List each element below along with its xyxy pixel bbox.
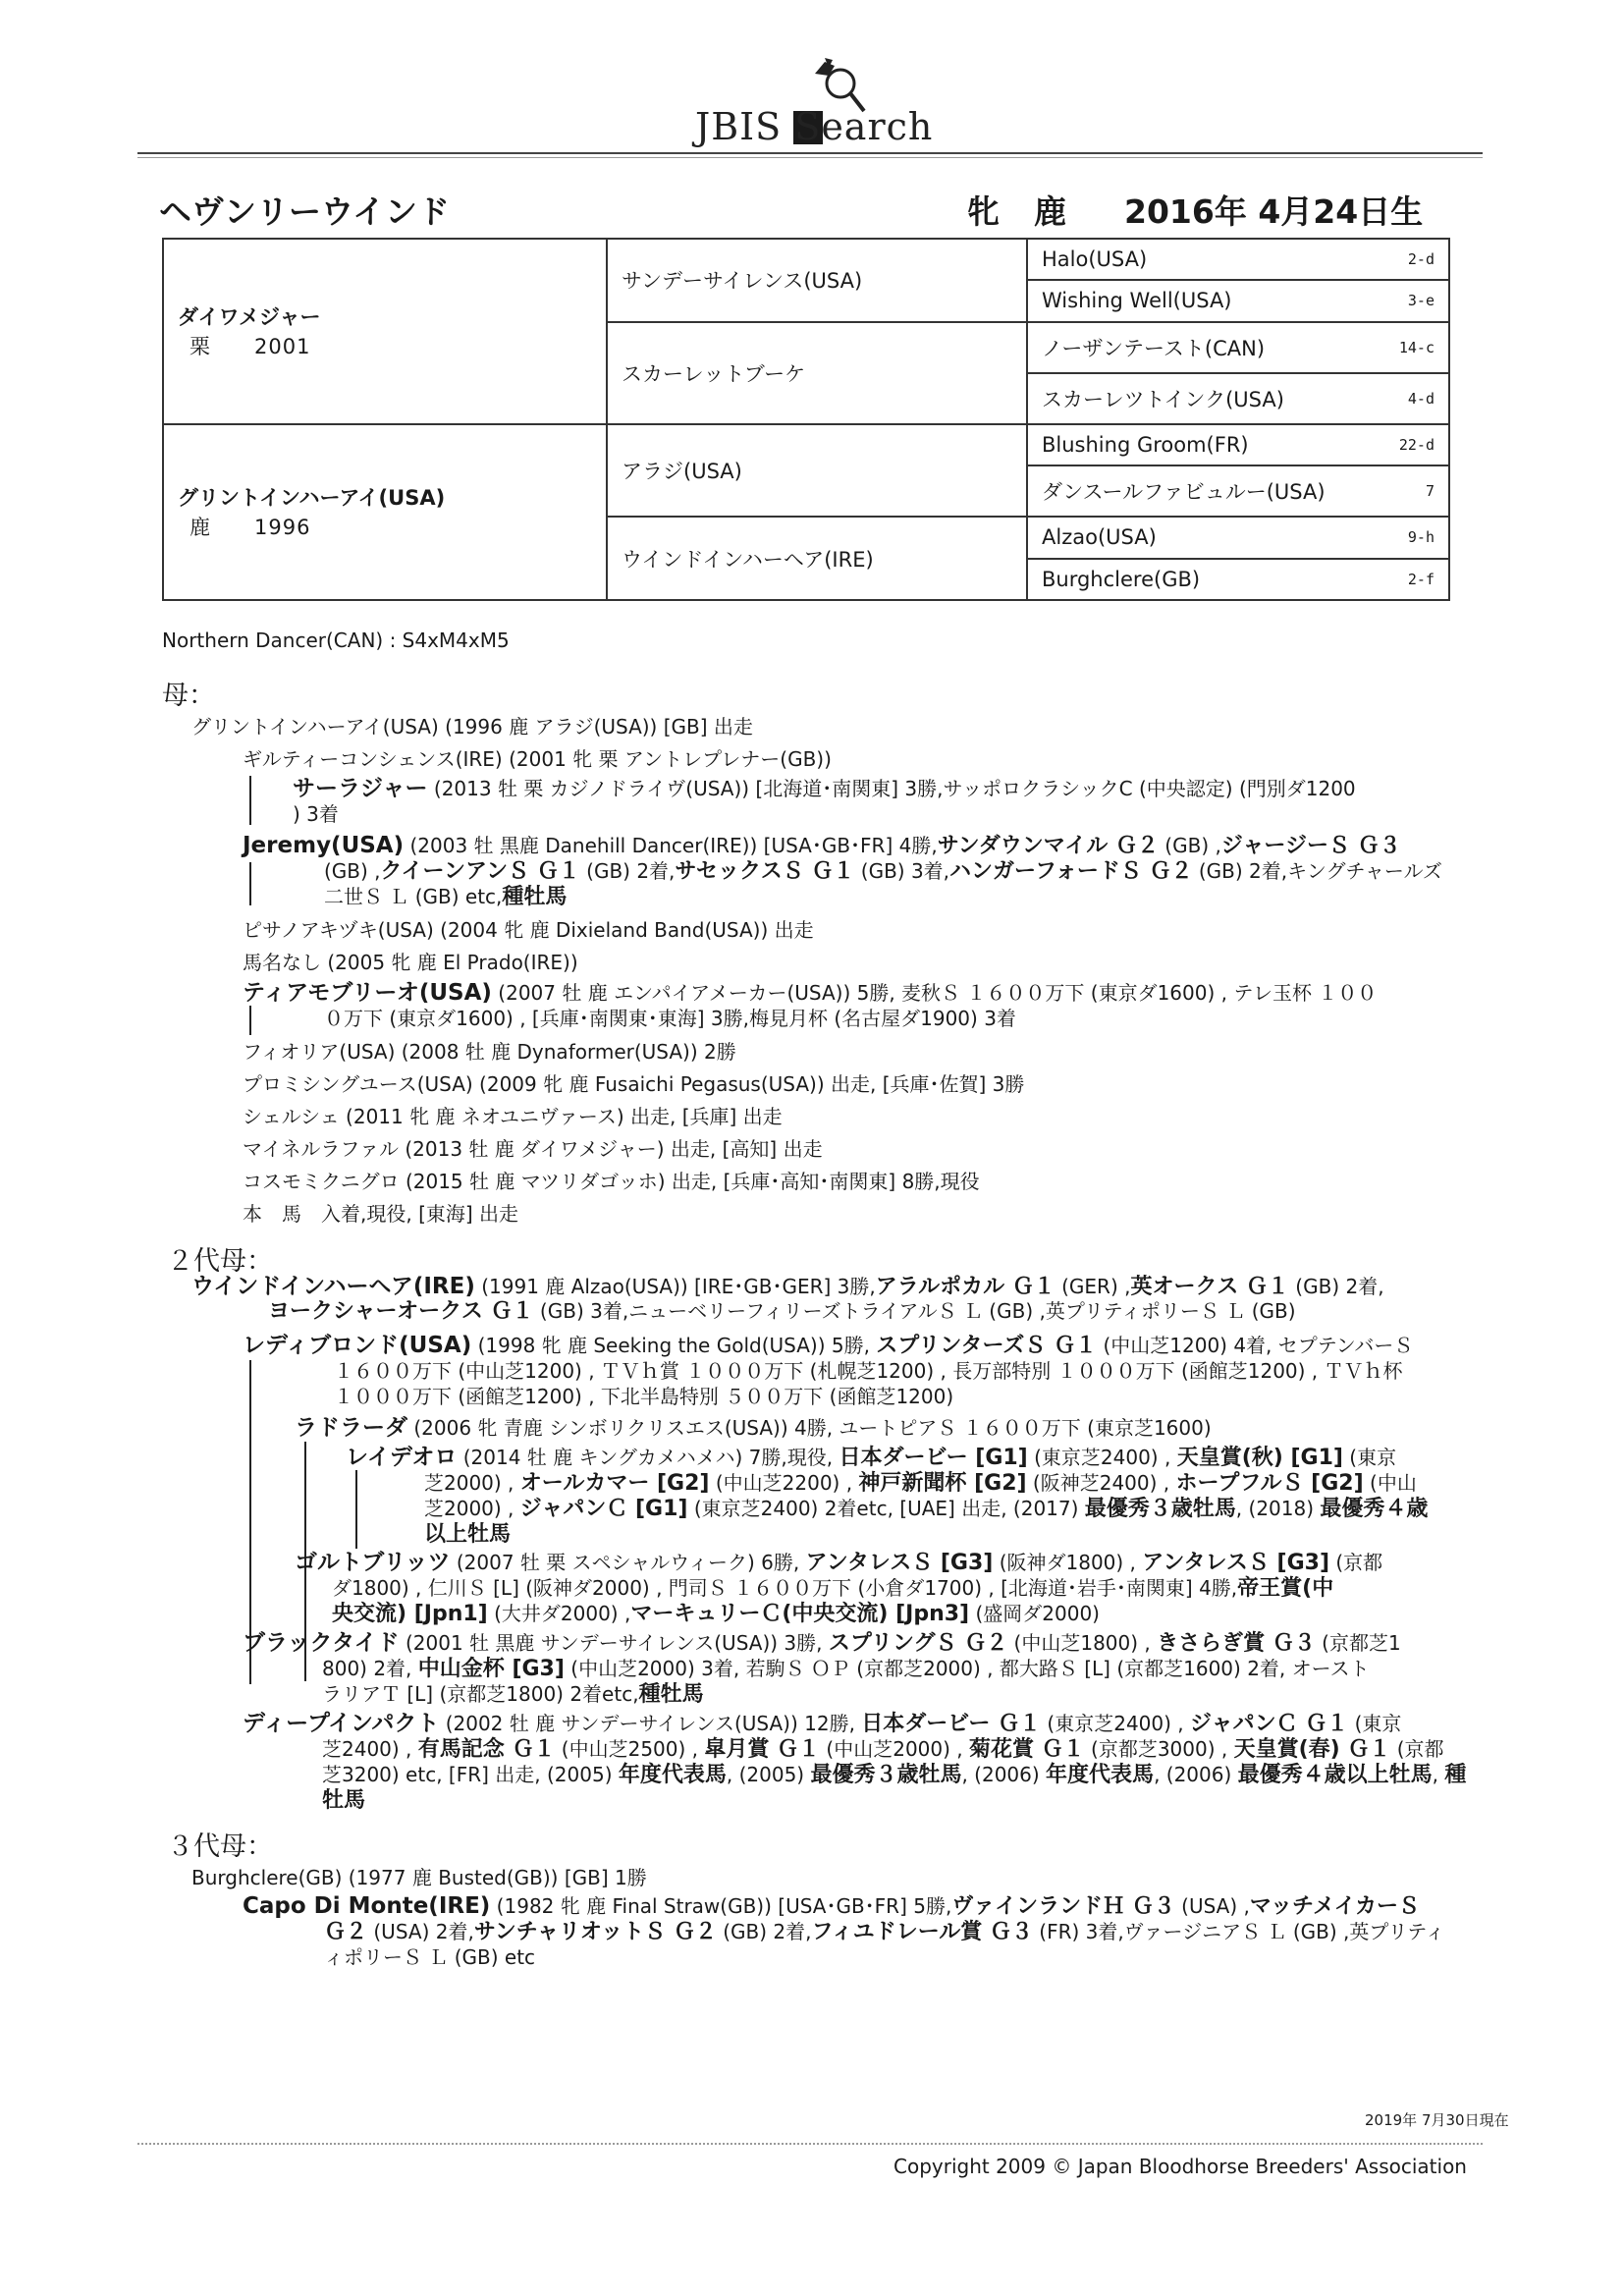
offspring-detail: (阪神芝2400) , [1026,1471,1176,1495]
g3-name: スカーレツトインク(USA) [1042,387,1284,411]
third-dam-detail: (1977 鹿 Busted(GB)) [GB] 1勝 [342,1866,647,1889]
pedigree-g3-cell[interactable] [1027,373,1449,424]
offspring-name[interactable]: ティアモブリーオ(USA) [243,980,492,1006]
horse-name: ヘヴンリーウインド [159,192,451,231]
race-win: 有馬記念 Ｇ１ [417,1737,556,1762]
offspring-detail: (2003 牡 黒鹿 Danehill Dancer(IRE)) [USA･GB･FR] 4勝, [404,834,938,857]
pedigree-table [162,238,1450,601]
stallion-badge: 種牡馬 [502,885,568,909]
offspring-detail: (GB) , [1158,834,1221,857]
offspring-detail: (東京芝2400) , [1027,1446,1177,1469]
as-of-date: 2019年 7月30日現在 [1365,2111,1509,2129]
race-win: 央交流) [Jpn1] [332,1602,488,1626]
second-dam-detail: (1991 鹿 Alzao(USA)) [IRE･GB･GER] 3勝, [474,1275,876,1298]
offspring-detail: (京都芝1 [1315,1631,1401,1655]
race-win: サセックスＳ Ｇ１ [675,859,855,884]
offspring-name[interactable]: レディブロンド(USA) [243,1333,472,1358]
dam-sub: 鹿 1996 [189,516,311,540]
offspring-detail: (1982 牝 鹿 Final Straw(GB)) [USA･GB･FR] 5勝, [490,1894,952,1918]
race-win: 皐月賞 Ｇ１ [704,1737,821,1762]
offspring-detail: , (2006) [1154,1763,1238,1786]
offspring-detail: , (2006) [961,1763,1047,1786]
race-win: マーキュリーＣ(中央交流) [Jpn3] [630,1602,970,1626]
offspring-detail-cont [322,1787,365,1814]
award: 以上牡馬 [424,1522,512,1547]
race-win: ジャージーＳ Ｇ３ [1220,834,1401,858]
race-win: アンタレスＳ [G3] [805,1551,994,1575]
award: 最優秀３歳牡馬 [1084,1497,1236,1521]
offspring-detail: (中山芝2000) 3着, 若駒Ｓ ＯＰ (京都芝2000) , 都大路Ｓ [L] (京都芝1600) 2着, オースト [564,1657,1370,1680]
pedigree-g3-cell[interactable] [1027,239,1449,280]
dam-entry-name[interactable]: グリントインハーアイ(USA) [191,715,439,738]
offspring-name[interactable]: ブラックタイド [243,1630,400,1656]
pedigree-g3-cell[interactable] [1027,322,1449,373]
offspring-bracket [249,776,251,825]
third-dam-entry [191,1865,647,1890]
offspring-detail: (中山 [1363,1471,1417,1495]
sire-sub: 栗 2001 [189,335,311,359]
second-dam-name[interactable]: ウインドインハーヘア(IRE) [191,1274,475,1299]
offspring-detail: (盛岡ダ2000) [969,1602,1100,1625]
g3-family: 3-e [1407,292,1435,310]
offspring-detail: (1998 牝 鹿 Seeking the Gold(USA)) 5勝, [471,1334,877,1357]
g3-name: Halo(USA) [1042,247,1148,272]
race-place: スプリンターズＳ Ｇ１ [876,1334,1098,1358]
second-dam-detail: (GB) 2着, [1288,1275,1384,1298]
offspring-detail-cont [424,1521,511,1548]
award: 年度代表馬 [1046,1763,1155,1787]
offspring-entry[interactable]: ギルティーコンシェンス(IRE) (2001 牝 栗 アントレプレナー(GB)) [243,747,832,771]
offspring-name[interactable]: Jeremy(USA) [243,833,405,858]
dam-name: グリントインハーアイ(USA) [178,486,446,511]
offspring-detail: (中山芝2200) , [709,1471,859,1495]
offspring-detail-cont [424,1470,1417,1497]
offspring-detail: (東京 [1342,1446,1397,1469]
offspring-detail: (GB) 2着, [579,859,676,883]
offspring-detail-cont [322,1681,704,1708]
offspring-detail-cont: １６００万下 (中山芝1200) , ＴＶｈ賞 １０００万下 (札幌芝1200) , 長万部特別 １０００万下 (函館芝1200) , ＴＶｈ杯 [334,1359,1403,1383]
race-place: マッチメイカーＳ [1249,1894,1420,1919]
dam-section-title: 母： [162,681,215,711]
g3-family: 14-c [1398,338,1435,356]
offspring-entry[interactable]: マイネルラファル (2013 牡 鹿 ダイワメジャー) 出走, [高知] 出走 [243,1137,823,1161]
logo-text: JBIS Search [695,105,934,148]
offspring-detail-cont [322,1736,1444,1763]
horse-sex: 牝 [967,192,1000,231]
offspring-detail-cont [324,858,1442,885]
offspring-detail: (GB) 2着, [716,1920,812,1943]
offspring-entry[interactable]: 馬名なし (2005 牝 鹿 El Prado(IRE)) [243,951,578,974]
offspring-entry [293,776,1356,801]
award: 年度代表馬 [618,1763,727,1787]
offspring-entry[interactable]: フィオリア(USA) (2008 牡 鹿 Dynaformer(USA)) 2勝 [243,1040,736,1064]
offspring-detail: (2002 牡 鹿 サンデーサイレンス(USA)) 12勝, [439,1712,862,1735]
offspring-detail-cont [324,1919,1445,1945]
horse-birthdate: 2016年 4月24日生 [1124,192,1424,231]
race-win: ジャパンＣ Ｇ１ [1190,1712,1349,1736]
offspring-entry[interactable]: ピサノアキヅキ(USA) (2004 牝 鹿 Dixieland Band(USA)) 出走 [243,918,814,942]
race-win: 天皇賞(秋) [G1] [1176,1446,1343,1470]
race-win: クイーンアンＳ Ｇ１ [380,859,580,884]
offspring-detail: , (2005) [726,1763,811,1786]
g3-name: ノーザンテースト(CAN) [1042,336,1266,360]
copyright-text: Copyright 2009 © Japan Bloodhorse Breeders' Association [893,2155,1467,2178]
offspring-detail-cont: ィポリーＳ Ｌ (GB) etc [324,1945,536,1969]
stallion-badge: 牡馬 [322,1788,366,1813]
race-win: 天皇賞(春) Ｇ１ [1233,1737,1391,1762]
g3-family: 22-d [1398,436,1435,454]
pedigree-g3-cell[interactable] [1027,559,1449,600]
race-win: 日本ダービー Ｇ１ [861,1712,1042,1736]
race-win: アンタレスＳ [G3] [1142,1551,1329,1575]
offspring-entry [243,1711,1401,1737]
g3-name: ダンスールファビュルー(USA) [1042,480,1326,505]
pedigree-g3-cell[interactable] [1027,465,1449,517]
offspring-entry [243,1893,1420,1920]
race-place: ヨークシャーオークス Ｇ１ [268,1299,534,1324]
header-rule [137,152,1483,158]
race-place: きさらぎ賞 Ｇ３ [1157,1631,1316,1656]
pedigree-sire-sire[interactable]: サンデーサイレンス(USA) [607,239,1027,322]
offspring-detail: 二世Ｓ Ｌ (GB) etc, [324,885,503,908]
pedigree-g3-cell[interactable] [1027,280,1449,321]
third-dam-section-title: ３代母： [167,1831,273,1862]
offspring-entry[interactable]: シェルシェ (2011 牝 鹿 ネオユニヴァース) 出走, [兵庫] 出走 [243,1105,783,1128]
offspring-name[interactable]: サーラジャー [293,776,428,801]
offspring-detail: (2001 牡 黒鹿 サンデーサイレンス(USA)) 3勝, [399,1631,829,1655]
offspring-name[interactable]: Capo Di Monte(IRE) [243,1893,491,1919]
offspring-detail: (中山芝1800) , [1007,1631,1158,1655]
second-dam-detail: (GER) , [1055,1275,1131,1298]
offspring-bracket [249,1006,251,1035]
offspring-detail: (GB) 2着,キングチャールズ [1192,859,1442,883]
offspring-bracket [249,862,251,905]
offspring-entry [346,1445,1396,1471]
offspring-detail: (中山芝1200) 4着, セプテンバーＳ [1097,1334,1414,1357]
race-win: 日本ダービー [G1] [839,1446,1028,1470]
offspring-detail: (2007 牡 栗 スペシャルウィーク) 6勝, [450,1551,806,1574]
offspring-bracket [355,1470,357,1549]
pedigree-sire-dam[interactable]: スカーレットブーケ [607,322,1027,424]
offspring-entry[interactable]: コスモミクニグロ (2015 牡 鹿 マツリダゴッホ) 出走, [兵庫･高知･南関東] 8勝,現役 [243,1170,980,1193]
offspring-detail: (東京芝2400) , [1041,1712,1191,1735]
offspring-detail: (大井ダ2000) , [487,1602,631,1625]
g3-family: 7 [1425,482,1435,501]
race-win: 菊花賞 Ｇ１ [969,1737,1085,1762]
race-place: ジャパンＣ [G1] [519,1497,688,1521]
offspring-detail: (阪神ダ1800) , [993,1551,1143,1574]
second-dam-section-title: ２代母： [167,1246,273,1277]
pedigree-sire[interactable] [163,239,607,424]
offspring-detail: 芝2400) , [322,1737,418,1761]
race-place: サンチャリオットＳ Ｇ２ [473,1920,717,1944]
jbis-search-logo [677,54,952,152]
g3-family: 2-d [1407,250,1435,269]
offspring-name[interactable]: ディープインパクト [243,1711,440,1736]
offspring-detail: (中山芝2500) , [555,1737,705,1761]
offspring-detail: 芝3200) etc, [FR] 出走, (2005) [322,1763,619,1786]
offspring-detail: ラリアＴ [L] (京都芝1800) 2着etc, [322,1682,639,1706]
g3-family: 4-d [1407,389,1435,408]
award: 最優秀４歳以上牡馬 [1237,1763,1433,1787]
offspring-detail: (GB) 3着, [854,859,950,883]
race-place: Ｇ２ [324,1920,368,1944]
horse-color: 鹿 [1034,192,1066,231]
offspring-detail: 芝2000) , [424,1471,520,1495]
offspring-entry [243,833,1401,859]
offspring-detail: 芝2000) , [424,1497,520,1520]
race-win: ホープフルＳ [G2] [1175,1471,1364,1496]
offspring-detail: , (2018) [1235,1497,1321,1520]
offspring-name[interactable]: レイデオロ [346,1445,458,1470]
race-win: アラルポカル Ｇ１ [875,1275,1056,1299]
offspring-detail: 800) 2着, [322,1657,418,1680]
offspring-detail: (東京芝2400) 2着etc, [UAE] 出走, (2017) [687,1497,1085,1520]
offspring-detail: (京都 [1329,1551,1383,1574]
offspring-detail: (FR) 3着,ヴァージニアＳ Ｌ (GB) ,英プリティ [1032,1920,1445,1943]
offspring-detail: (2014 牡 鹿 キングカメハメハ) 7勝,現役, [457,1446,839,1469]
offspring-detail-cont [324,884,567,910]
offspring-detail: , [1432,1763,1445,1786]
offspring-detail: (USA) , [1174,1894,1250,1918]
g3-name: Alzao(USA) [1042,525,1157,550]
offspring-detail: ダ1800) , 仁川Ｓ [L] (阪神ダ2000) , 門司Ｓ １６００万下 (小倉ダ1700) , [北海道･岩手･南関東] 4勝, [332,1576,1238,1600]
offspring-entry [243,980,1377,1006]
footer-rule [137,2143,1483,2145]
third-dam-name[interactable]: Burghclere(GB) [191,1866,343,1889]
pedigree-dam-sire[interactable]: アラジ(USA) [607,424,1027,517]
offspring-detail: (京都 [1390,1737,1444,1761]
race-win: ハンガーフォードＳ Ｇ２ [949,859,1193,884]
race-win: スプリングＳ Ｇ２ [828,1631,1008,1656]
race-win: ヴァインランドＨ Ｇ３ [951,1894,1175,1919]
offspring-entry [295,1550,1382,1576]
offspring-detail-cont [322,1762,1466,1788]
offspring-entry[interactable]: プロミシングユース(USA) (2009 牝 鹿 Fusaichi Pegasus(USA)) 出走, [兵庫･佐賀] 3勝 [243,1072,1025,1096]
offspring-detail-cont [322,1656,1370,1682]
offspring-detail-cont: ) 3着 [293,802,339,826]
sire-name: ダイワメジャー [178,305,321,330]
offspring-name[interactable]: ラドラーダ [295,1415,407,1441]
g3-name: Blushing Groom(FR) [1042,433,1249,457]
stallion-badge: 種牡馬 [638,1682,704,1707]
offspring-detail: (2013 牡 栗 カジノドライヴ(USA)) [北海道･南関東] 3勝,サッポロクラシックC (中央認定) (門別ダ1200 [427,777,1356,800]
offspring-detail: (京都芝3000) , [1084,1737,1234,1761]
offspring-entry [295,1415,1212,1441]
pedigree-g3-cell[interactable] [1027,517,1449,558]
offspring-detail: (中山芝2000) , [820,1737,969,1761]
pedigree-dam[interactable] [163,424,607,600]
race-win: サンダウンマイル Ｇ２ [937,834,1159,858]
offspring-detail: (USA) 2着, [367,1920,474,1943]
dam-entry-detail: (1996 鹿 アラジ(USA)) [GB] 出走 [438,715,753,738]
race-win: 帝王賞(中 [1237,1576,1334,1601]
offspring-detail: (2006 牝 青鹿 シンボリクリスエス(USA)) 4勝, ユートピアＳ １６００万下 (東京芝1600) [407,1416,1212,1440]
pedigree-dam-dam[interactable]: ウインドインハーヘア(IRE) [607,517,1027,600]
offspring-detail: (2007 牡 鹿 エンパイアメーカー(USA)) 5勝, 麦秋Ｓ １６００万下 (東京ダ1600) , テレ玉杯 １００ [491,981,1378,1005]
pedigree-g3-cell[interactable] [1027,424,1449,465]
award: 最優秀３歳牡馬 [810,1763,962,1787]
offspring-detail-cont [332,1575,1333,1602]
race-place: 中山金杯 [G3] [417,1657,565,1681]
offspring-detail: (GB) , [324,859,381,883]
g3-family: 2-f [1407,570,1435,588]
offspring-detail-cont [332,1601,1100,1627]
g3-name: Burghclere(GB) [1042,567,1201,591]
offspring-name[interactable]: ゴルトブリッツ [295,1550,451,1575]
offspring-detail-cont: １０００万下 (函館芝1200) , 下北半島特別 ５００万下 (函館芝1200) [334,1385,954,1408]
second-dam-detail-cont [268,1298,1296,1325]
offspring-entry [243,1333,1413,1359]
dam-entry [191,714,753,739]
inbreeding-note: Northern Dancer(CAN) : S4xM4xM5 [162,629,510,652]
g3-name: Wishing Well(USA) [1042,289,1232,313]
g3-family: 9-h [1407,528,1435,547]
award: 最優秀４歳 [1320,1497,1429,1521]
race-win: オールカマー [G2] [519,1471,710,1496]
stallion-badge: 種 [1444,1763,1467,1787]
race-win: 神戸新聞杯 [G2] [858,1471,1027,1496]
offspring-entry [243,1630,1401,1657]
second-dam-entry [191,1274,1384,1300]
race-place: フィユドレール賞 Ｇ３ [811,1920,1033,1944]
offspring-entry-self: 本 馬 入着,現役, [東海] 出走 [243,1202,519,1226]
second-dam-detail: (GB) 3着,ニューベリーフィリーズトライアルＳ Ｌ (GB) ,英プリティポリーＳ Ｌ (GB) [533,1299,1296,1323]
offspring-detail-cont [424,1496,1428,1522]
offspring-detail-cont: ０万下 (東京ダ1600) , [兵庫･南関東･東海] 3勝,梅見月杯 (名古屋ダ1900) 3着 [324,1007,1016,1030]
race-win: 英オークス Ｇ１ [1130,1275,1289,1299]
offspring-detail: (東京 [1348,1712,1402,1735]
